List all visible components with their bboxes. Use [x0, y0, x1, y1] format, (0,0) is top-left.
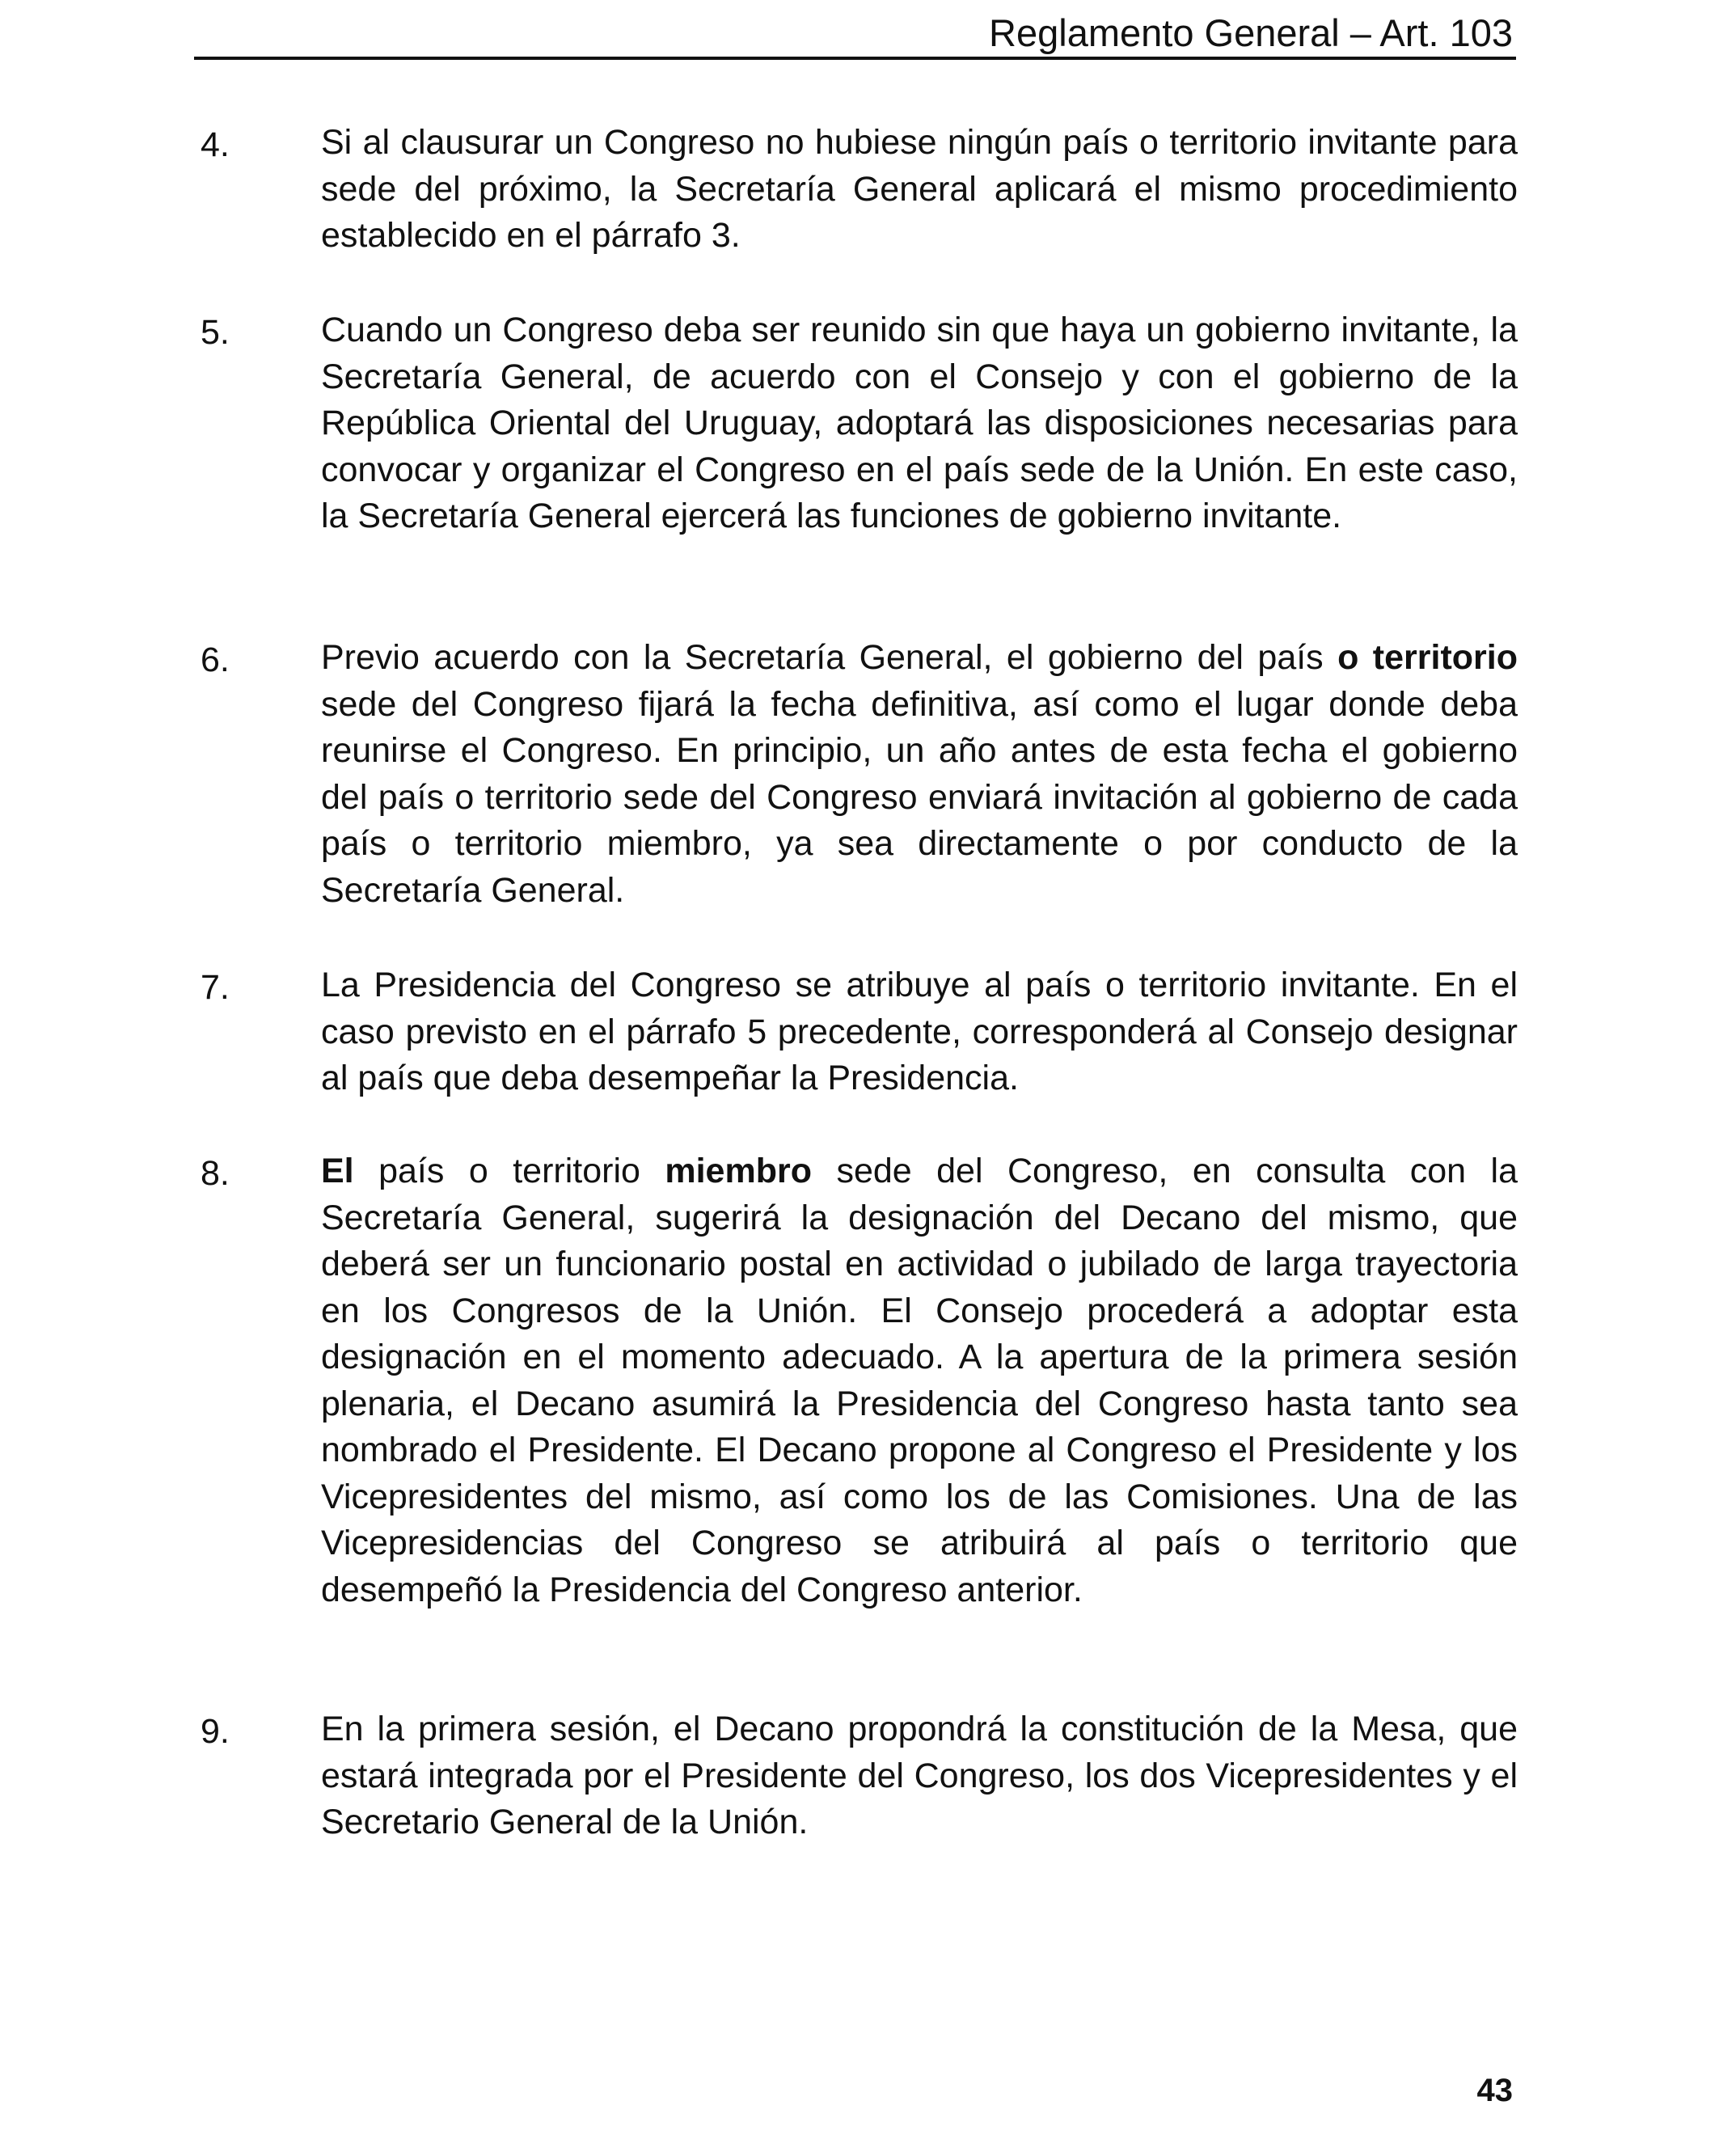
bold-text-segment: miembro [665, 1152, 812, 1190]
paragraph-number: 5. [201, 313, 230, 352]
paragraph-number: 7. [201, 968, 230, 1007]
paragraph-number: 9. [201, 1712, 230, 1751]
paragraph-text [321, 635, 1518, 914]
paragraph-number: 6. [201, 640, 230, 679]
text-segment: sede del Congreso, en consulta con la Secretaría General, sugerirá la designación del Decano del mismo, que deberá ser un funcionario postal en actividad o jubilado de larga trayectoria en los Congresos de la Unión. El Consejo procederá a adoptar esta designación en el momento adecuado. A la apertura de la primera sesión plenaria, el Decano asumirá la Presidencia del Congreso hasta tanto sea nombrado el Presidente. El Decano propone al Congreso el Presidente y los Vicepresidentes del mismo, así como los de las Comisiones. Una de las Vicepresidencias del Congreso se atribuirá al país o territorio que desempeñó la Presidencia del Congreso anterior. [321, 1152, 1518, 1609]
paragraph-text [321, 1706, 1518, 1846]
text-segment: país o territorio [353, 1152, 665, 1190]
paragraph-text [321, 1148, 1518, 1613]
header-title: Reglamento General – Art. 103 [989, 11, 1513, 54]
text-segment: Cuando un Congreso deba ser reunido sin que haya un gobierno invitante, la Secretaría General, de acuerdo con el Consejo y con el gobierno de la República Oriental del Uruguay, adoptará las disposiciones necesarias para convocar y organizar el Congreso en el país sede de la Unión. En este caso, la Secretaría General ejercerá las funciones de gobierno invitante. [321, 311, 1518, 535]
paragraph-number: 8. [201, 1154, 230, 1193]
page-number: 43 [1476, 2073, 1513, 2108]
text-segment: Si al clausurar un Congreso no hubiese ningún país o territorio invitante para sede del próximo, la Secretaría General aplicará el mismo procedimiento establecido en el párrafo 3. [321, 123, 1518, 255]
paragraph-text [321, 962, 1518, 1102]
paragraph-number: 4. [201, 125, 230, 164]
text-segment: Previo acuerdo con la Secretaría General, el gobierno del país [321, 638, 1338, 677]
text-segment: sede del Congreso fijará la fecha definitiva, así como el lugar donde deba reunirse el Congreso. En principio, un año antes de esta fecha el gobierno del país o territorio sede del Congreso enviará invitación al gobierno de cada país o territorio miembro, ya sea directamente o por conducto de la Secretaría General. [321, 684, 1518, 910]
bold-text-segment: El [321, 1152, 354, 1190]
paragraph-text [321, 120, 1518, 260]
header-divider [194, 57, 1516, 60]
text-segment: La Presidencia del Congreso se atribuye al país o territorio invitante. En el caso previsto en el párrafo 5 precedente, corresponderá al Consejo designar al país que deba desempeñar la Presidencia. [321, 966, 1518, 1097]
paragraph-text [321, 307, 1518, 540]
bold-text-segment: o territorio [1337, 638, 1518, 677]
text-segment: En la primera sesión, el Decano propondrá la constitución de la Mesa, que estará integrada por el Presidente del Congreso, los dos Vicepresidentes y el Secretario General de la Unión. [321, 1710, 1518, 1841]
